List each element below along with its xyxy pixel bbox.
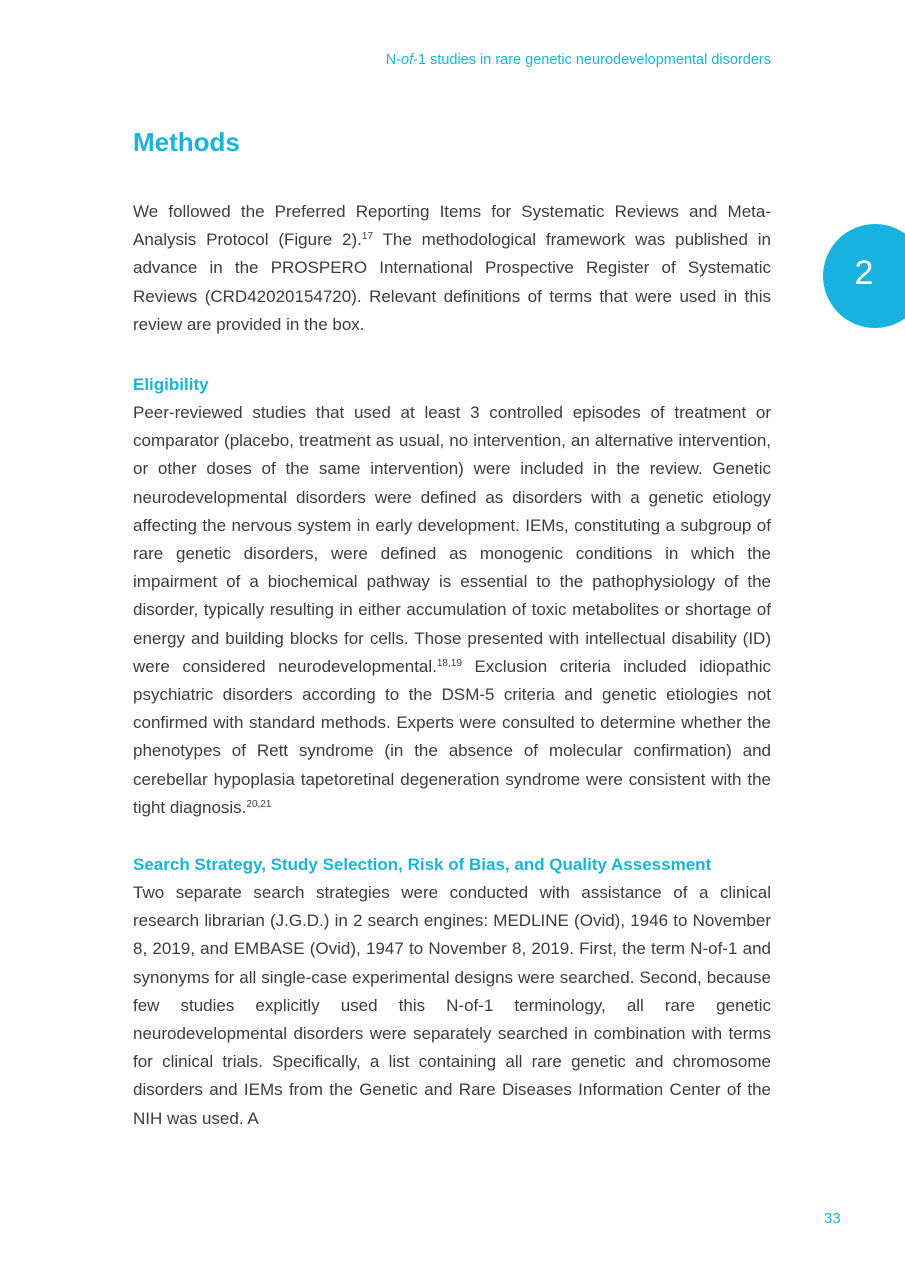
citation-ref: 17 [361,231,374,243]
paragraph-text: Exclusion criteria included idiopathic psychiatric disorders according to the DSM-5 criteria and genetic etiologies not confirmed with standard methods. Experts were consulted to determine whether the phenotypes of Rett syndrome (in the absence of molecular confirmation) and cerebellar hypoplasia tapetoretinal degeneration syndrome were consistent with the tight diagnosis. [133,656,771,817]
section-title: Methods [133,127,240,157]
page-number: 33 [824,1210,841,1227]
eligibility-heading: Eligibility [133,375,209,395]
running-header [386,52,771,68]
chapter-tab [823,224,905,328]
chapter-number: 2 [854,254,874,292]
main-content [133,124,771,1133]
citation-ref: 18,19 [436,657,462,669]
citation-ref: 20,21 [246,798,272,810]
paragraph-text: We followed the Preferred Reporting Items for Systematic Reviews and Meta-Analysis Protocol (Figure 2). [133,202,771,250]
running-header-italic: of [401,52,414,68]
search-strategy-paragraph: Two separate search strategies were conducted with assistance of a clinical research librarian (J.G.D.) in 2 search engines: MEDLINE (Ovid), 1946 to November 8, 2019, and EMBASE (Ovid), 1947 to November 8, 2019. First, the term N-of-1 and synonyms for all single-case experimental designs were searched. Second, because few studies explicitly used this N-of-1 terminology, all rare genetic neurodevelopmental disorders were separately searched in combination with terms for clinical trials. Specifically, a list containing all rare genetic and chromosome disorders and IEMs from the Genetic and Rare Diseases Information Center of the NIH was used. A [133,883,771,1128]
running-header-part: -1 studies in rare genetic neurodevelopmental disorders [413,52,771,68]
paragraph-text: The methodological framework was published in advance in the PROSPERO International Prospective Register of Systematic Reviews (CRD42020154720). Relevant definitions of terms that were used in this review are provided in the box. [133,230,771,334]
eligibility-paragraph [133,399,771,822]
search-strategy-heading: Search Strategy, Study Selection, Risk of Bias, and Quality Assessment [133,855,712,875]
intro-paragraph [133,198,771,339]
running-header-part: N- [385,52,402,68]
paragraph-text: Peer-reviewed studies that used at least 3 controlled episodes of treatment or comparator (placebo, treatment as usual, no intervention, an alternative intervention, or other doses of the same intervention) were included in the review. Genetic neurodevelopmental disorders were defined as disorders with a genetic etiology affecting the nervous system in early development. IEMs, constituting a subgroup of rare genetic disorders, were defined as monogenic conditions in which the impairment of a biochemical pathway is essential to the pathophysiology of the disorder, typically resulting in either accumulation of toxic metabolites or shortage of energy and building blocks for cells. Those presented with intellectual disability (ID) were considered neurodevelopmental. [133,403,771,676]
